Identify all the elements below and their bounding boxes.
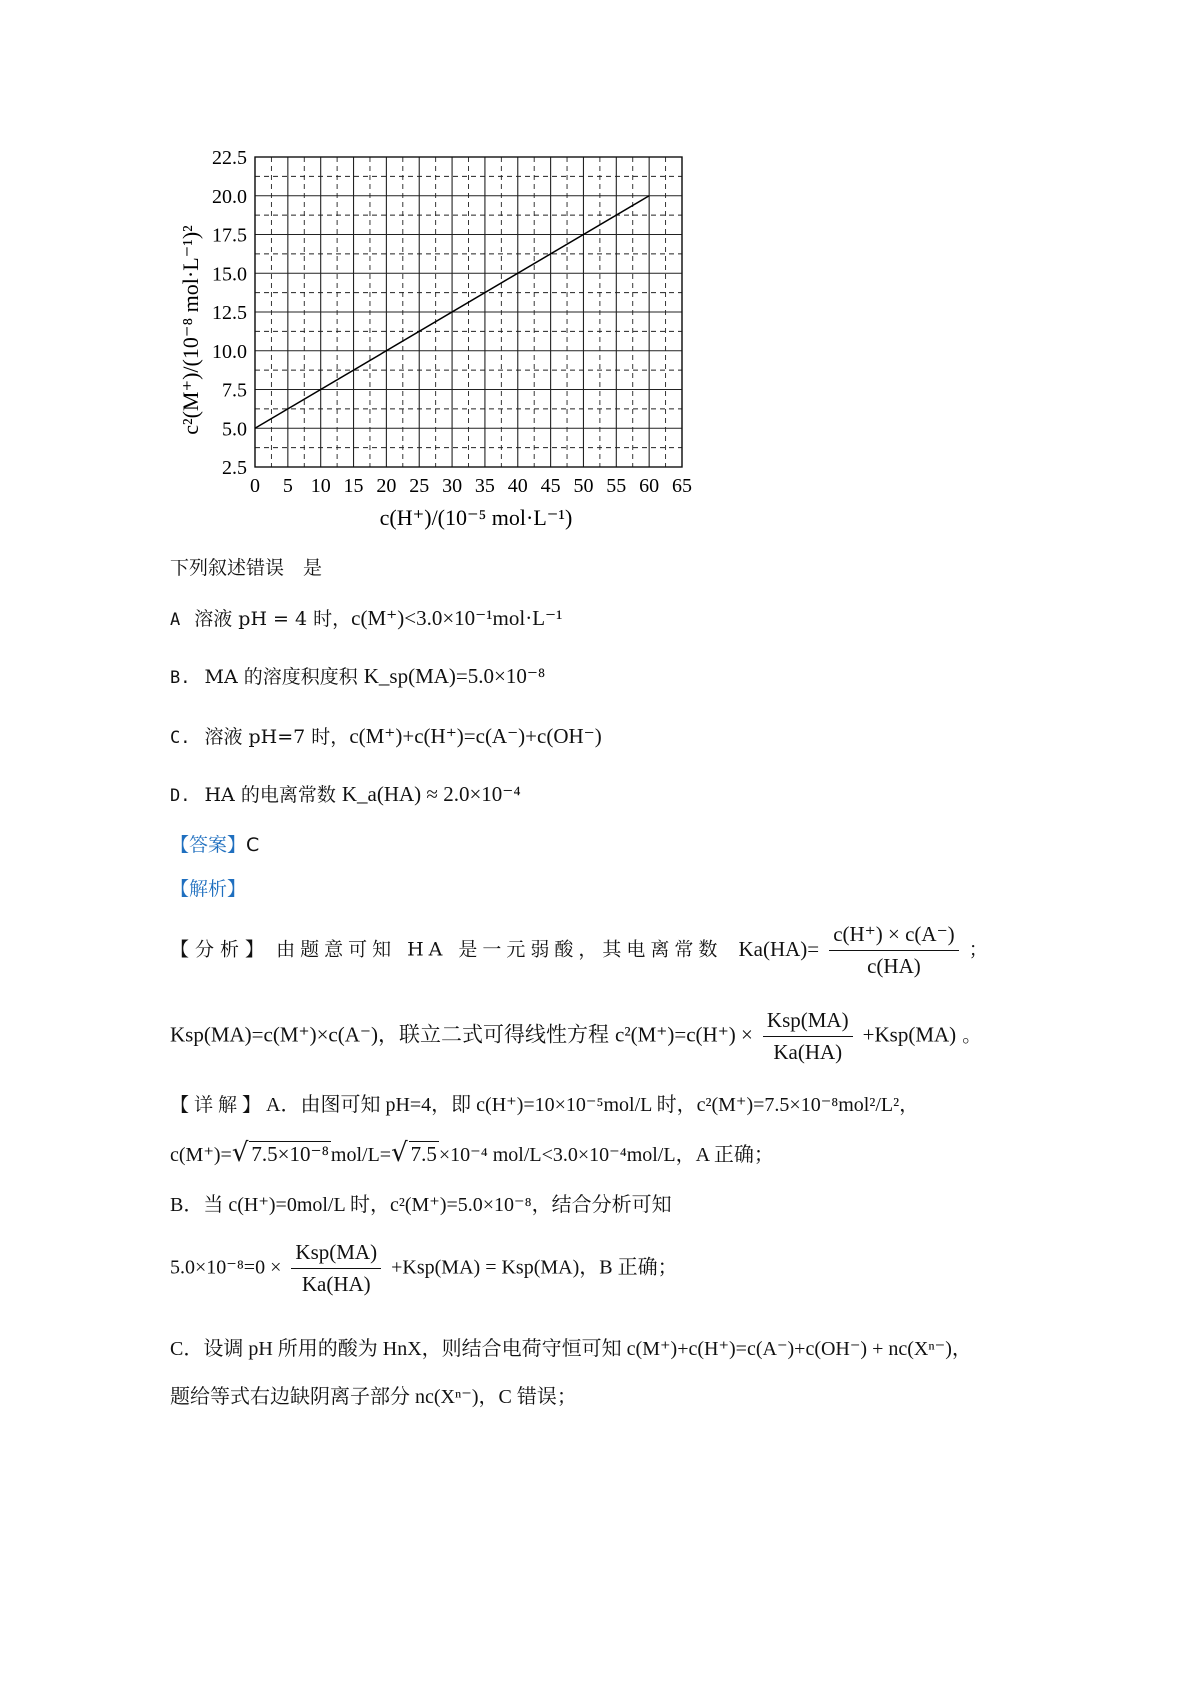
- x-tick-label: 35: [474, 475, 495, 497]
- chart-grid: [255, 157, 682, 467]
- ksp-text: Ksp(MA)=c(M⁺)×c(A⁻)，联立二式可得线性方程: [170, 1022, 609, 1047]
- punctuation: 。: [962, 1024, 982, 1047]
- ka-fraction: [829, 922, 958, 979]
- option-c: [170, 722, 602, 749]
- option-formula: K_sp(MA)=5.0×10⁻⁸: [363, 664, 546, 688]
- option-a: [170, 604, 562, 631]
- linear-eq: c²(M⁺)=c(H⁺) ×: [615, 1022, 753, 1047]
- y-tick-label: 2.5: [222, 457, 247, 479]
- answer-label: 【答案】: [170, 834, 247, 856]
- y-tick-label: 15.0: [212, 263, 247, 286]
- punctuation: ；: [968, 938, 988, 961]
- y-tick-label: 7.5: [222, 379, 247, 402]
- x-tick-label: 65: [672, 475, 692, 497]
- y-tick-label: 22.5: [212, 150, 247, 169]
- detail-a-conclusion: ×10⁻⁴ mol/L<3.0×10⁻⁴mol/L，A 正确；: [438, 1144, 774, 1166]
- detail-b-line1: B．当 c(H⁺)=0mol/L 时，c²(M⁺)=5.0×10⁻⁸，结合分析可知: [170, 1194, 672, 1216]
- option-text: MA 的溶度积度积: [204, 666, 364, 688]
- x-tick-label: 25: [409, 475, 430, 497]
- x-tick-label: 10: [310, 475, 331, 497]
- x-axis-label: c(H⁺)/(10⁻⁵ mol·L⁻¹): [379, 505, 573, 530]
- analysis-heading: 【分析】: [170, 938, 271, 961]
- detail-a-line1: [170, 1088, 919, 1117]
- fraction-numerator: Ksp(MA): [763, 1008, 853, 1037]
- b-tail: +Ksp(MA) = Ksp(MA)，B 正确；: [391, 1256, 678, 1279]
- question-stem: 下列叙述错误 是: [170, 557, 323, 579]
- detail-a-line2: [170, 1138, 774, 1168]
- option-formula: c(M⁺)<3.0×10⁻¹mol·L⁻¹: [351, 606, 563, 630]
- fraction-denominator: Ka(HA): [773, 1040, 843, 1064]
- sqrt-icon: √: [231, 1138, 249, 1168]
- option-letter: D.: [170, 786, 191, 806]
- analysis-text: 由题意可知 HA 是一元弱酸，其电离常数: [276, 938, 723, 961]
- ksp-tail: +Ksp(MA): [862, 1022, 957, 1047]
- x-tick-label: 0: [250, 475, 260, 497]
- fraction-numerator: c(H⁺) × c(A⁻): [829, 922, 958, 951]
- radicand: 7.5: [410, 1142, 437, 1166]
- x-tick-label: 15: [343, 475, 364, 497]
- answer-line: [170, 830, 259, 857]
- option-letter: A: [170, 610, 181, 630]
- fraction-denominator: Ka(HA): [301, 1272, 371, 1296]
- x-tick-label: 60: [639, 475, 660, 497]
- y-tick-label: 12.5: [212, 302, 247, 324]
- unit-text: mol/L=: [330, 1144, 392, 1166]
- b-lhs: 5.0×10⁻⁸=0 ×: [170, 1256, 282, 1279]
- y-tick-label: 5.0: [222, 418, 247, 441]
- x-tick-label: 20: [376, 475, 397, 497]
- chart: [170, 150, 710, 535]
- x-tick-label: 50: [573, 475, 594, 497]
- option-d: [170, 780, 521, 807]
- y-tick-label: 10.0: [212, 340, 247, 363]
- radicand: 7.5×10⁻⁸: [251, 1142, 329, 1166]
- b-fraction: [291, 1240, 381, 1297]
- x-tick-label: 40: [507, 475, 528, 497]
- x-tick-label: 45: [540, 475, 561, 497]
- detail-heading: 【详解】: [170, 1094, 267, 1116]
- cm-lhs: c(M⁺)=: [170, 1144, 232, 1166]
- fraction-denominator: c(HA): [867, 954, 921, 978]
- option-formula: c(M⁺)+c(H⁺)=c(A⁻)+c(OH⁻): [349, 724, 602, 748]
- detail-c-line2: 题给等式右边缺阴离子部分 nc(Xⁿ⁻)，C 错误；: [170, 1386, 577, 1408]
- option-formula: K_a(HA) ≈ 2.0×10⁻⁴: [341, 782, 521, 806]
- detail-text: A．由图可知 pH=4，即 c(H⁺)=10×10⁻⁵mol/L 时，c²(M⁺)=7.5×10⁻⁸mol²/L²，: [266, 1094, 920, 1116]
- analysis-label: 【解析】: [170, 878, 247, 900]
- option-letter: B.: [170, 668, 191, 688]
- y-tick-label: 17.5: [212, 224, 247, 247]
- x-tick-label: 55: [606, 475, 627, 497]
- solution-analysis: [170, 922, 1040, 979]
- y-axis-label: c²(M⁺)/(10⁻⁸ mol·L⁻¹)²: [178, 225, 203, 435]
- fraction-numerator: Ksp(MA): [291, 1240, 381, 1269]
- option-text: HA 的电离常数: [204, 784, 342, 806]
- x-tick-label: 30: [442, 475, 463, 497]
- detail-b-line2: [170, 1240, 678, 1297]
- option-text: 溶液 pH = 4 时，: [194, 608, 352, 630]
- ksp-ka-fraction: [763, 1008, 853, 1065]
- ka-lhs: Ka(HA)=: [738, 936, 820, 961]
- solution-linear-equation: [170, 1008, 981, 1065]
- x-tick-label: 5: [282, 475, 293, 497]
- detail-c-line1: C．设调 pH 所用的酸为 HnX，则结合电荷守恒可知 c(M⁺)+c(H⁺)=c(A⁻)+c(OH⁻) + nc(Xⁿ⁻)，: [170, 1338, 972, 1360]
- option-letter: C.: [170, 728, 191, 748]
- option-b: [170, 662, 545, 689]
- option-text: 溶液 pH=7 时，: [204, 726, 350, 748]
- y-tick-label: 20.0: [212, 185, 247, 208]
- sqrt-icon: √: [391, 1138, 408, 1168]
- answer-value: C: [246, 834, 260, 856]
